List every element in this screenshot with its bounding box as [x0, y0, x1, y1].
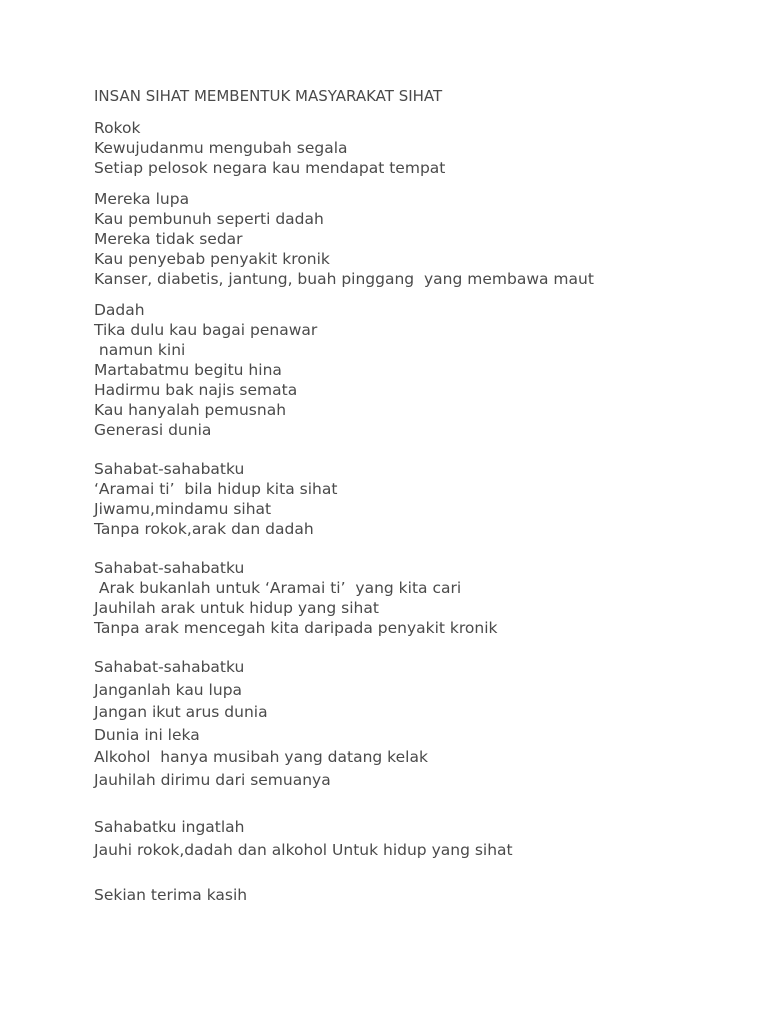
- poem-line: Generasi dunia: [94, 421, 212, 439]
- poem-line: Sahabat-sahabatku: [94, 658, 245, 676]
- poem-line: Kau pembunuh seperti dadah: [94, 210, 324, 228]
- poem-line: Martabatmu begitu hina: [94, 361, 282, 379]
- poem-line: Sahabat-sahabatku: [94, 559, 245, 577]
- stanza-1: [94, 118, 445, 178]
- poem-line: Tika dulu kau bagai penawar: [94, 321, 318, 339]
- poem-line: Tanpa rokok,arak dan dadah: [94, 520, 314, 538]
- closing-line: [94, 885, 247, 905]
- poem-title: INSAN SIHAT MEMBENTUK MASYARAKAT SIHAT: [94, 87, 443, 105]
- poem-line: Hadirmu bak najis semata: [94, 381, 298, 399]
- poem-line: Jauhi rokok,dadah dan alkohol Untuk hidup yang sihat: [94, 841, 513, 859]
- poem-line: Arak bukanlah untuk ‘Aramai ti’ yang kita cari: [94, 579, 462, 597]
- stanza-5: [94, 558, 498, 638]
- poem-line: Jauhilah arak untuk hidup yang sihat: [94, 599, 379, 617]
- poem-line: Dunia ini leka: [94, 725, 200, 744]
- poem-line: Jangan ikut arus dunia: [94, 703, 268, 721]
- poem-line: Tanpa arak mencegah kita daripada penyakit kronik: [94, 619, 498, 637]
- poem-line: Kanser, diabetis, jantung, buah pinggang yang membawa maut: [94, 270, 594, 288]
- poem-line: Jiwamu,mindamu sihat: [94, 500, 272, 518]
- poem-line: namun kini: [94, 341, 186, 359]
- stanza-7: [94, 816, 513, 862]
- poem-line: Kewujudanmu mengubah segala: [94, 139, 348, 157]
- poem-line: Kau hanyalah pemusnah: [94, 401, 287, 419]
- document-page: [94, 86, 744, 904]
- poem-line: Sahabat-sahabatku: [94, 460, 245, 478]
- poem-line: Janganlah kau lupa: [94, 680, 243, 699]
- poem-line: Sahabatku ingatlah: [94, 818, 245, 836]
- poem-line: Kau penyebab penyakit kronik: [94, 250, 330, 268]
- poem-line: Dadah: [94, 301, 145, 319]
- poem-line: Jauhilah dirimu dari semuanya: [94, 770, 331, 789]
- poem-line: Mereka tidak sedar: [94, 230, 243, 248]
- poem-line: Alkohol hanya musibah yang datang kelak: [94, 748, 428, 766]
- poem-line: Setiap pelosok negara kau mendapat tempat: [94, 159, 446, 177]
- poem-line: Rokok: [94, 119, 141, 137]
- poem-line: Mereka lupa: [94, 190, 190, 208]
- poem-line: ‘Aramai ti’ bila hidup kita sihat: [94, 480, 338, 498]
- stanza-3: [94, 300, 317, 440]
- poem-line: Sekian terima kasih: [94, 886, 248, 904]
- stanza-6: [94, 656, 428, 791]
- stanza-4: [94, 459, 337, 539]
- stanza-2: [94, 189, 594, 289]
